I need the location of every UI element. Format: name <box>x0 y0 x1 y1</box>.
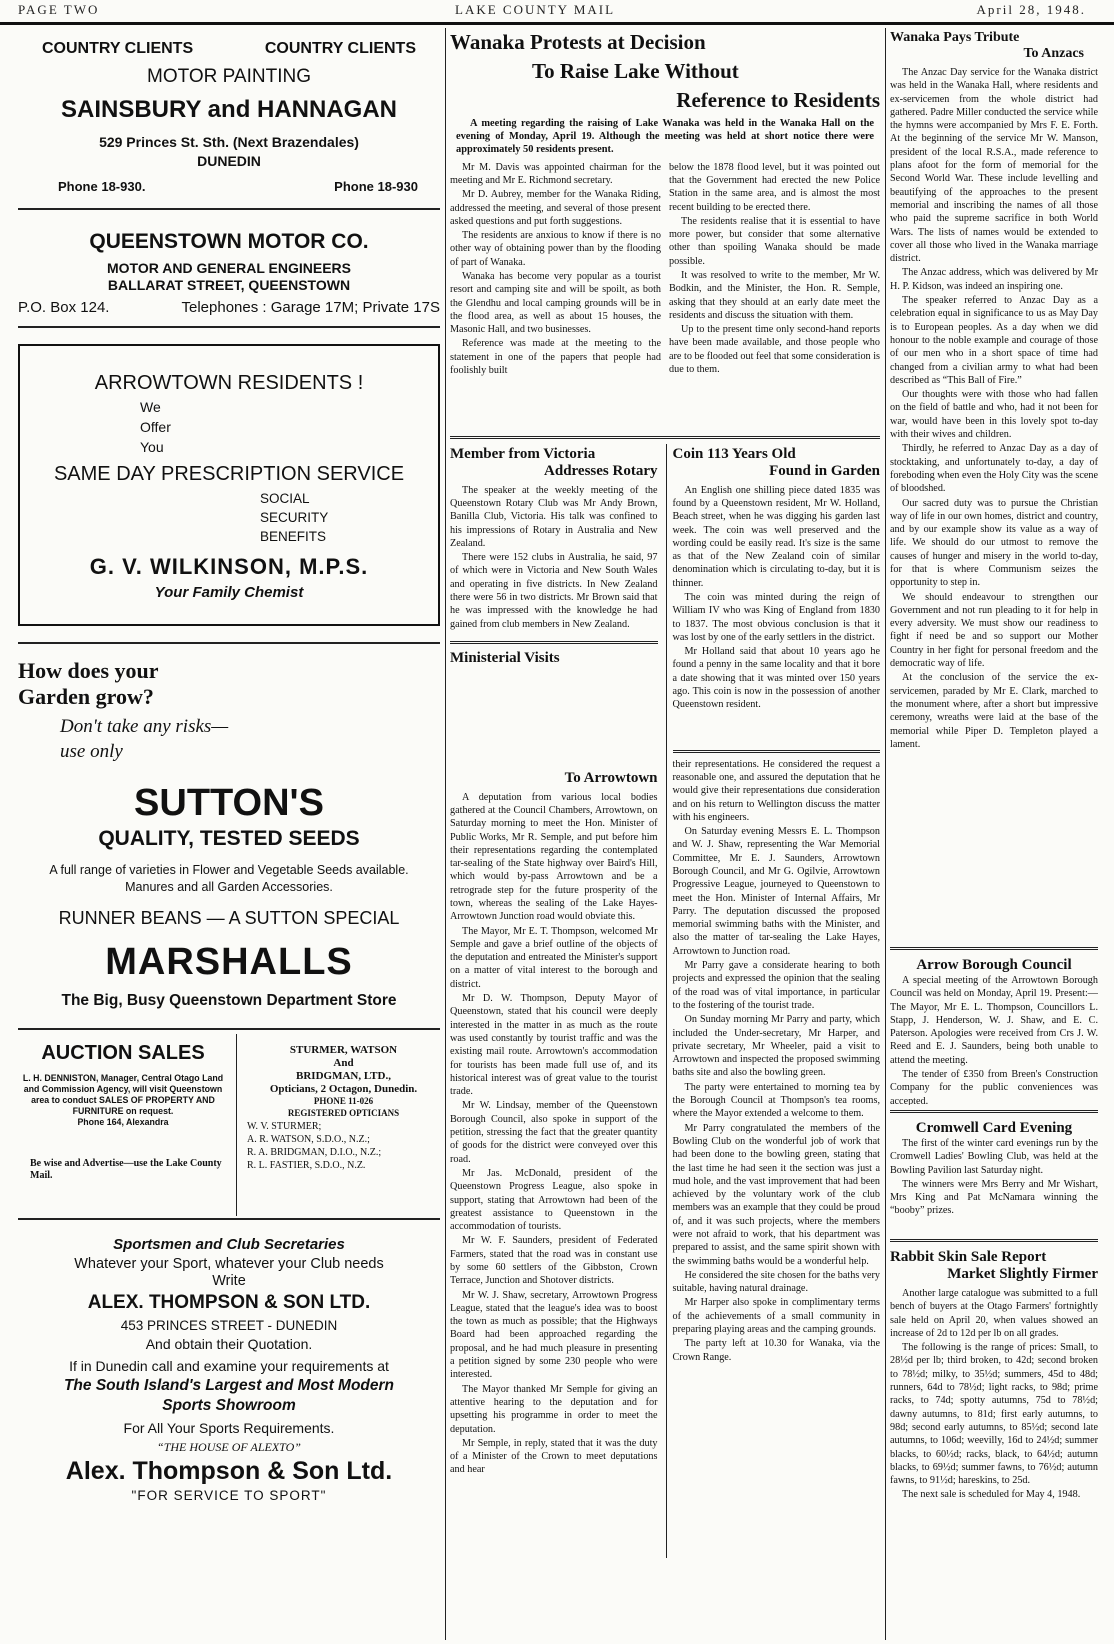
paragraph: below the 1878 flood level, but it was pointed out that the Government had erected the new Police Station in the same area, and is almost the most recent building to be erected there. <box>669 161 880 213</box>
paragraph: On Sunday morning Mr Parry and party, which included the Under-secretary, Mr Harper, and private secretary, Mr Wheeler, paid a visit to Arrowtown and inspected the proposed swimming baths site and also the bowling green. <box>672 1014 880 1079</box>
paragraph: The coin was minted during the reign of William IV who was King of England from 1830 to 1837. The most obvious conclusion is that it was lost by one of the early settlers in the district. <box>672 591 880 643</box>
ad-word: BENEFITS <box>260 529 327 544</box>
ad-line: For All Your Sports Requirements. <box>123 1420 335 1436</box>
rabbit-article <box>890 1247 1098 1607</box>
paragraph: Mr Holland said that about 10 years ago he found a penny in the same locality and that it bore a date showing that it was minted over 150 years ago. This coin is now in the possession of another Queenstown resident. <box>672 646 880 711</box>
column-rule <box>445 28 446 1640</box>
paragraph: Wanaka has become very popular as a tourist resort and camping site and will be spoilt, as both the Glendhu and local camping grounds will be in the flood area, as well as about 15 houses, the Masonic Hall, and two businesses. <box>450 270 661 336</box>
ad-staff: R. L. FASTIER, S.D.O., N.Z. <box>247 1160 366 1171</box>
headline: Market Slightly Firmer <box>947 1266 1098 1282</box>
paragraph: At the conclusion of the service the ex-servicemen, paraded by Mr E. Clark, marched to the monument where, after a short but impressive ceremony, wreaths were laid at the base of the memorial while Piper D. Templeton played a lament. <box>890 672 1098 750</box>
paragraph: The tender of £350 from Breen's Construction Company for the public conveniences was accepted. <box>890 1069 1098 1105</box>
ad-staff: R. A. BRIDGMAN, D.I.O., N.Z.; <box>247 1147 382 1158</box>
ad-chemist-name: G. V. WILKINSON, M.P.S. <box>89 554 369 579</box>
headline: To Anzacs <box>1023 46 1084 61</box>
ad-po-box: P.O. Box 124. <box>18 299 110 316</box>
anzac-article <box>890 28 1098 942</box>
ad-sub: QUALITY, TESTED SEEDS <box>98 827 360 850</box>
ad-text: Manures and all Garden Accessories. <box>125 880 333 894</box>
paragraph: Up to the present time only second-hand reports have been made available, and those people who are to be flooded out feel that some consideration is due to them. <box>669 324 880 376</box>
paragraph: The speaker at the weekly meeting of the Queenstown Rotary Club was Mr Andy Brown, Banilla Club, Victoria. His talk was confined to his impressions of Rotary in Australia and New Zealand. <box>450 484 658 549</box>
ad-firm-name: And <box>333 1057 354 1069</box>
headline: Rabbit Skin Sale Report <box>890 1249 1047 1265</box>
paragraph: Mr Semple, in reply, stated that it was the duty of a Minister of the Crown to meet deputations and hear <box>450 1437 658 1476</box>
divider <box>673 750 881 753</box>
ad-line: Sportsmen and Club Secretaries <box>113 1236 345 1253</box>
paragraph: Mr Parry congratulated the members of the Bowling Club on the wonderful job of work that had been done to the bowling green, stating that the last time he had seen it the section was just a mud hole, and the vast improvement that had been achieved by the voluntary work of the club members was an example that they could be proud of, and it was such projects, where the members were not afraid to work, that his department was prepared to assist, and the same spirit shown with the swimming baths would be a wonderful help. <box>672 1122 880 1267</box>
sainsbury-ad <box>18 28 440 194</box>
ad-firm-name: ALEX. THOMPSON & SON LTD. <box>87 1292 371 1313</box>
paragraph: Our sacred duty was to pursue the Christian way of life in our own homes, district and country, and by our example show its value as a way of life. We should do our utmost to remove the causes of hunger and misery in the world to-day, for that is where Communism seizes the opportunity to step in. <box>890 497 1098 589</box>
news-middle <box>450 28 880 1640</box>
article-column <box>666 750 881 1558</box>
ad-line: And obtain their Quotation. <box>145 1336 313 1352</box>
ad-word: SECURITY <box>260 510 329 525</box>
page-number: PAGE TWO <box>18 2 100 17</box>
headline: Member from Victoria <box>450 445 596 462</box>
thompson-ad <box>18 1224 440 1503</box>
divider <box>18 642 440 644</box>
paragraph: Another large catalogue was submitted to a full bench of buyers at the Otago Farmers' fortnightly sale held on April 20, when values showed an increase of 2d to 12d per lb on all grades. <box>890 1288 1098 1339</box>
ad-advice: Don't take any risks— <box>60 716 229 737</box>
ad-firm-name: Alex. Thompson & Son Ltd. <box>65 1457 393 1485</box>
wanaka-article <box>450 28 880 431</box>
ad-phone: Phone 18-930. <box>58 179 146 194</box>
headline: Addresses Rotary <box>544 462 658 479</box>
headline: Reference to Residents <box>676 88 880 112</box>
ad-line: The South Island's Largest and Most Modern <box>63 1377 395 1394</box>
ad-word: We <box>140 399 161 415</box>
ad-phone: PHONE 11-026 <box>313 1096 374 1106</box>
paragraph: Mr Jas. McDonald, president of the Queenstown Progress League, also spoke in support, stating that Arrowtown had been of the greatest assistance to Queenstown in the accommodation of tourists. <box>450 1167 658 1233</box>
ad-telephones: Telephones : Garage 17M; Private 17S <box>181 299 440 316</box>
paragraph: Mr W. F. Saunders, president of Federated Farmers, stated that the road was in constant use by some 60 settlers of the Gibbston, Crown Terrace, Junction and Shotover districts. <box>450 1235 658 1287</box>
ad-line: MOTOR AND GENERAL ENGINEERS <box>107 260 351 276</box>
paragraph: A deputation from various local bodies gathered at the Council Chambers, Arrowtown, on Saturday morning to meet the Hon. Minister of Public Works, Mr R. Semple, and put before him their representations regarding the contemplated tar-sealing of the State highway over Baird's Hill, which would by-pass Arrowtown and be a retrograde step for the future prosperity of the town, whereas the sealing of the Lake Hayes-Arrowtown Junction road would obviate this. <box>450 791 658 923</box>
ad-address: Opticians, 2 Octagon, Dunedin. <box>269 1083 418 1095</box>
ad-line: Whatever your Sport, whatever your Club needs <box>74 1256 384 1272</box>
paragraph: The residents are anxious to know if there is no other way of obtaining power than by the flooding of part of Wanaka. <box>450 230 661 268</box>
paragraph: The Mayor, Mr E. T. Thompson, welcomed Mr Semple and gave a brief outline of the objects of the deputation and entreated the Minister's support on a matter of vital interest to the borough and district. <box>450 925 658 990</box>
coin-article <box>666 444 881 772</box>
ad-word: Offer <box>140 419 171 435</box>
article-column <box>450 161 661 431</box>
headline: Wanaka Protests at Decision <box>450 30 706 54</box>
ad-service: MOTOR PAINTING <box>147 66 311 87</box>
ad-firm-name: SAINSBURY and HANNAGAN <box>60 96 398 123</box>
paragraph: The speaker referred to Anzac Day as a celebration equal in significance to us as May Day is to European peoples. As a day when we did honour to the noble example and courage of those of our men who in a short space of time had changed from a civilian army to what had been described as “This Ball of Fire.” <box>890 295 1098 386</box>
ad-address: 453 PRINCES STREET - DUNEDIN <box>120 1318 338 1333</box>
borough-article <box>890 955 1098 1105</box>
divider <box>890 1239 1098 1242</box>
ad-staff: A. R. WATSON, S.D.O., N.Z.; <box>247 1134 370 1145</box>
ad-line: BALLARAT STREET, QUEENSTOWN <box>107 277 351 293</box>
victoria-article <box>450 444 658 772</box>
ad-text: A full range of varieties in Flower and Vegetable Seeds available. <box>49 863 409 877</box>
article-lede: A meeting regarding the raising of Lake Wanaka was held in the Wanaka Hall on the evening of Monday, April 19. Although the meeting was held at short notice there were approximately 50 residents present. <box>456 118 874 156</box>
ad-staff: W. V. STURMER; <box>247 1121 322 1132</box>
masthead <box>0 0 1114 25</box>
divider <box>18 1028 440 1030</box>
headline: Coin 113 Years Old <box>672 445 796 462</box>
ad-slogan: "FOR SERVICE TO SPORT" <box>131 1488 327 1503</box>
ad-text: REGISTERED OPTICIANS <box>287 1108 400 1118</box>
ad-brand: SUTTON'S <box>134 782 324 824</box>
ad-city: DUNEDIN <box>197 153 261 169</box>
paragraph: An English one shilling piece dated 1835 was found by a Queenstown resident, Mr W. Holland, Beach street, when he was digging his garden last week. The coin was well preserved and the wording could be easily read. It's size is the same as that of the New Zealand coin of similar denomination which is circulating to-day, but it is thinner. <box>672 484 880 589</box>
ad-word: You <box>140 439 164 455</box>
ad-service: SAME DAY PRESCRIPTION SERVICE <box>53 463 405 485</box>
divider <box>890 1110 1098 1113</box>
queenstown-motor-ad <box>18 214 440 316</box>
ad-brand: MARSHALLS <box>105 941 353 983</box>
headline: Wanaka Pays Tribute <box>890 30 1020 45</box>
ad-line: Sports Showroom <box>162 1397 296 1414</box>
headline: Arrow Borough Council <box>916 957 1072 973</box>
divider <box>18 208 440 210</box>
paragraph: He considered the site chosen for the baths very suitable, having natural drainage. <box>672 1269 880 1295</box>
paragraph: The following is the range of prices: Small, to 28½d per lb; third broken, to 42d; second broken to 78½d; milky, to 35½d; summers, 45d to 48d; runners, 64d to 78½d; light racks, to 98d; prime racks, to 74d; spotty autumns, 75d to 78½d; dawny autumns, to 81d; first early autumns, to 98d; second early autumns, to 85½d; second late autumns, to 106d; weevilly, 16d to 24½d; summer blacks, to 60½d; racks, black, to 64½d; autumn blacks, to 69½d; summer fawns, to 76½d; autumn fawns, to 91½d; hareskins, to 25d. <box>890 1342 1098 1487</box>
wilkinson-ad <box>18 344 440 626</box>
headline: To Raise Lake Without <box>532 59 739 83</box>
paragraph: Our thoughts were with those who had fallen on the field of battle and who, had it not been for war, would have been in this lovely spot to-day with their wives and children. <box>890 389 1098 441</box>
paragraph: The first of the winter card evenings run by the Cromwell Ladies' Bowling Club, was held at the Bowling Pavilion last Saturday night. <box>890 1138 1098 1176</box>
ad-tag: COUNTRY CLIENTS <box>42 40 194 57</box>
ad-phone: Phone 164, Alexandra <box>77 1117 169 1127</box>
ad-text: L. H. DENNISTON, Manager, Central Otago Land and Commission Agency, will visit Queenstown area to conduct SALES OF PROPERTY AND FURNITURE on request. <box>22 1073 224 1116</box>
ad-advice: use only <box>60 741 123 762</box>
ad-firm-name: BRIDGMAN, LTD., <box>296 1070 391 1082</box>
divider <box>450 436 880 439</box>
article-column <box>669 161 880 431</box>
small-ads-row <box>18 1034 440 1216</box>
paragraph: Mr Parry gave a considerate hearing to both projects and expressed the opinion that the sealing of the road was of vital importance, in particular to the fostering of the tourist trade. <box>672 960 880 1011</box>
divider <box>18 1218 440 1220</box>
paragraph: The next sale is scheduled for May 4, 1948. <box>902 1489 1081 1501</box>
ad-address: 529 Princes St. Sth. (Next Brazendales) <box>99 134 359 150</box>
ad-tagline: Your Family Chemist <box>154 584 304 601</box>
issue-date: April 28, 1948. <box>976 2 1086 17</box>
cromwell-article <box>890 1118 1098 1234</box>
auction-ad <box>18 1034 237 1216</box>
paragraph: The Anzac address, which was delivered by Mr H. P. Kidson, was indeed an inspiring one. <box>890 267 1098 292</box>
paragraph: The Mayor thanked Mr Semple for giving an attentive hearing to the deputation and for upsetting his programme in order to meet the deputation. <box>450 1383 658 1435</box>
ad-line: If in Dunedin call and examine your requirements at <box>69 1358 389 1374</box>
column-rule <box>885 28 886 1640</box>
ad-special: RUNNER BEANS — A SUTTON SPECIAL <box>58 908 400 928</box>
headline: Cromwell Card Evening <box>915 1120 1073 1136</box>
divider <box>890 947 1098 950</box>
paragraph: The Anzac Day service for the Wanaka district was held in the Wanaka Hall, where residents and ex-servicemen from the whole district had gathered. Padre Miller conducted the service while the hymns were accompanied by Mrs F. E. Forth. At the beginning of the service Mr W. Manson, president of the local R.S.A., made reference to plans afoot for the form of memorial for the Second World War. These include levelling and beautifying of the approaches to the present memorial and inscribing the names of all those who paid the supreme sacrifice in both World Wars. The lists of names would be extended to cover all those who lived in the Wanaka marriage district. <box>890 67 1098 265</box>
paragraph: Thirdly, he referred to Anzac Day as a day of stocktaking, and unfortunately to-day, a day of foreboding when even the Holy City was the scene of bloodshed. <box>890 443 1098 495</box>
divider <box>450 641 658 644</box>
paragraph: On Saturday evening Messrs E. L. Thompson and W. J. Shaw, representing the War Memorial Committee, Mr E. J. Saunders, Arrowtown Borough Council, and Mr G. Ogilvie, Arrowtown Progressive League, journeyed to Queenstown to meet the Hon. Minister of Internal Affairs, Mr Parry. The deputation discussed the proposed memorial swimming baths with the Minister, and also the matter of tar-sealing the Lake Hayes, Arrowtown to Junction road. <box>672 826 880 957</box>
ad-tagline: The Big, Busy Queenstown Department Store <box>61 992 397 1009</box>
paragraph: A special meeting of the Arrowtown Borough Council was held on Monday, April 19. Present:—The Mayor, Mr E. L. Thompson, Councillors L. Stapp, J. Henderson, W. J. Shaw, and E. C. Paterson. Apologies were received from Crs J. W. Reed and E. J. Saunders, being both unable to attend the meeting. <box>890 975 1098 1066</box>
ad-question: Garden grow? <box>18 684 154 709</box>
ad-headline: AUCTION SALES <box>41 1042 205 1064</box>
ad-line: Write <box>212 1273 246 1289</box>
paragraph: Mr Harper also spoke in complimentary terms of the achievements of a small community in preparing playing areas and the camping grounds. <box>672 1297 880 1336</box>
paragraph: Mr D. W. Thompson, Deputy Mayor of Queenstown, stated that his council were deeply interested in the matter in as much as the route was used constantly by tourist traffic and was the existing mail route. Arrowtown's accommodation for tourists has been made full use of, and its historical interest was of great value to the tourist trade. <box>450 993 658 1098</box>
ad-question: How does your <box>18 658 159 683</box>
divider <box>18 326 440 328</box>
marshalls-ad <box>18 941 440 1010</box>
suttons-ad <box>18 648 440 929</box>
headline: Found in Garden <box>769 462 880 479</box>
ad-firm-name: QUEENSTOWN MOTOR CO. <box>89 230 369 253</box>
ad-phone: Phone 18-930 <box>334 179 418 194</box>
ad-tag: COUNTRY CLIENTS <box>264 40 416 57</box>
headline: Ministerial Visits <box>450 649 560 666</box>
paragraph: Reference was made at the meeting to the statement in one of the papers that people had foolishly built <box>450 338 661 377</box>
headline: To Arrowtown <box>564 771 658 786</box>
paragraph: their representations. He considered the request a reasonable one, and assured the deputation that he would give their representations due consideration and on his return to Wellington discuss the matter with his engineers. <box>672 758 880 823</box>
paragraph: The winners were Mrs Berry and Mr Wishart, Mrs King and Pat McNamara winning the “booby” prizes. <box>890 1178 1098 1217</box>
article-column <box>450 772 658 1580</box>
news-right <box>890 28 1098 1640</box>
paragraph: Mr W. J. Shaw, secretary, Arrowtown Progress League, stated that the league's idea was to boost the town as much as possible; that the Highways Board had been approached regarding the proposal, and he had much pleasure in presenting a petition signed by some 230 people who were interested. <box>450 1289 658 1381</box>
paper-title: LAKE COUNTY MAIL <box>455 2 616 17</box>
paragraph: Mr M. Davis was appointed chairman for the meeting and Mr E. Richmond secretary. <box>450 161 661 186</box>
paragraph: Mr W. Lindsay, member of the Queenstown Borough Council, also spoke in support of the petition, stressing the fact that the greater quantity of goods for the district were conveyed over this road. <box>450 1100 658 1165</box>
ad-firm-name: STURMER, WATSON <box>289 1044 398 1056</box>
paragraph: The party left at 10.30 for Wanaka, via the Crown Range. <box>672 1338 880 1363</box>
paragraph: We should endeavour to strengthen our Government and not run pleading to it for help in every adversity. We must show our readiness to fight if need be and so support our Mother Country in her fight for personal freedom and the democratic way of life. <box>890 591 1098 670</box>
paragraph: The residents realise that it is essential to have more power, but consider that some alternative other than spoiling Wanaka should be made possible. <box>669 215 880 267</box>
ad-line: “THE HOUSE OF ALEXTO” <box>157 1440 301 1454</box>
ads-column <box>18 28 440 1640</box>
ministerial-article <box>450 758 880 1580</box>
paragraph: Mr D. Aubrey, member for the Wanaka Riding, addressed the meeting, and several of those present asked questions and put forth suggestions. <box>450 189 661 227</box>
ad-word: SOCIAL <box>260 491 310 506</box>
paragraph: There were 152 clubs in Australia, he said, 97 of which were in Victoria and New South Wales and operating in five districts. In New Zealand there were 56 in two districts. Mr Brown said that he was impressed with the knowledge he had gained from club members in New Zealand. <box>450 552 658 630</box>
paragraph: The party were entertained to morning tea by the Borough Council at Thompson's tea rooms, where the Mayor extended a welcome to them. <box>672 1081 880 1120</box>
paragraph: It was resolved to write to the member, Mr W. Bodkin, and the Minister, the Hon. R. Semple, asking that they should at an early date meet the residents and discuss the situation with them. <box>669 269 880 321</box>
ad-headline: ARROWTOWN RESIDENTS ! <box>94 372 364 394</box>
opticians-ad <box>237 1034 440 1216</box>
ad-text: Be wise and Advertise—use the Lake County Mail. <box>30 1158 222 1181</box>
